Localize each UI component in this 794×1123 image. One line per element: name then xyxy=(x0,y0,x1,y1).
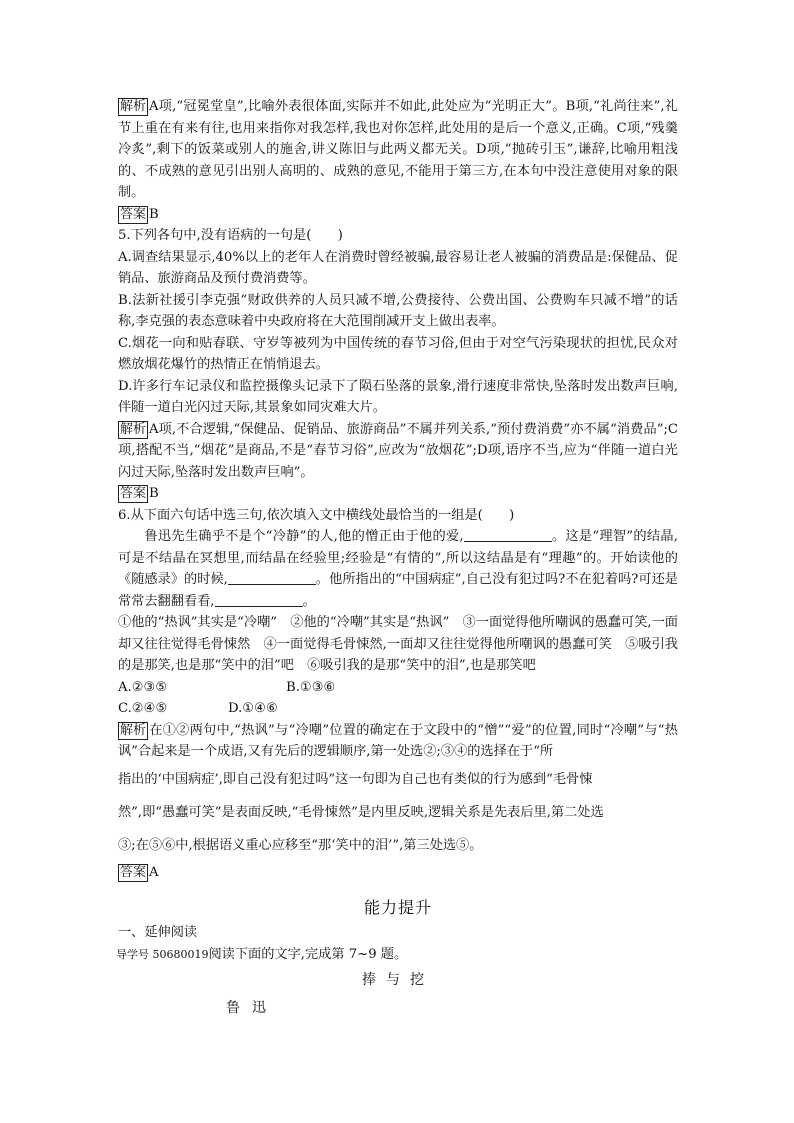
blank-1 xyxy=(464,527,552,542)
q5-option-c: C.烟花一向和贴春联、守岁等被列为中国传统的春节习俗,但由于对空气污染现状的担忧,民众对燃放烟花爆竹的热情正在悄悄退去。 xyxy=(118,335,678,372)
q5-option-b: B.法新社援引李克强“财政供养的人员只减不增,公费接待、公费出国、公费购车只减不增”的话称,李克强的表态意味着中央政府将在大范围削减开支上做出表率。 xyxy=(118,292,678,329)
q5-analysis xyxy=(118,419,678,484)
q6-passage-part-4: 。 xyxy=(302,593,316,609)
blank-2 xyxy=(228,570,316,585)
q6-answer xyxy=(118,862,678,884)
q6-passage-part-1: 鲁迅先生确乎不是个“冷静”的人,他的憎正由于他的爱, xyxy=(144,529,464,544)
q6-analysis-3: 然”,即“愚蠢可笑”是表面反映,“毛骨悚然”是内里反映,逻辑关系是先表后里,第二处选 xyxy=(118,804,604,820)
q6-stem: 6.从下面六句话中选三句,依次填入文中横线处最恰当的一组是( ) xyxy=(118,507,515,523)
q6-analysis-4: ③;在⑤⑥中,根据语义重心应移至“那‘笑中的泪’”,第三处选⑤。 xyxy=(118,837,483,853)
instruction-text: 阅读下面的文字,完成第 7~9 题。 xyxy=(208,946,408,962)
q6-choices: ①他的“热讽”其实是“冷嘲” ②他的“冷嘲”其实是“热讽” ③一面觉得他所嘲讽的愚蠢可笑,一面却又往往觉得毛骨悚然 ④一面觉得毛骨悚然,一面却又往往觉得他所嘲讽的愚蠢可笑 ⑤吸引我的是那笑,也是那“笑中的泪”吧 ⑥吸引我的是那“笑中的泪”,也是那笑吧 xyxy=(118,615,678,673)
q6-answer-text: A xyxy=(149,864,159,880)
analysis-tag: 解析 xyxy=(120,421,147,437)
section-title: 能力提升 xyxy=(363,898,432,917)
q5-option-a: A.调查结果显示,40%以上的老年人在消费时曾经被骗,最容易让老人被骗的消费品是:保健品、促销品、旅游商品及预付费消费等。 xyxy=(118,249,678,286)
q6-options-row-1 xyxy=(118,677,678,699)
guide-number: 导学号 50680019 xyxy=(116,947,209,961)
q6-option-b: B.①③⑥ xyxy=(286,679,336,695)
document-page xyxy=(118,96,678,1017)
article-title: 捧与挖 xyxy=(362,972,434,988)
q6-option-c: C.②④⑤ xyxy=(118,701,168,716)
q4-answer-text: B xyxy=(149,206,159,222)
q6-passage-part-2: 。这是“理智”的结晶,可是不结晶在冥想里,而结晶在经验里;经验是“有情的”,所以这结晶是有“理趣”的。开始读他的《随感录》的时候, xyxy=(118,529,678,587)
answer-tag: 答案 xyxy=(120,864,147,880)
q4-analysis xyxy=(118,96,678,204)
q4-answer xyxy=(118,204,678,226)
article-author: 鲁迅 xyxy=(226,1000,278,1016)
blank-3 xyxy=(215,592,303,607)
section-part: 一、延伸阅读 xyxy=(118,925,198,940)
q4-analysis-text: A项,“冠冕堂皇”,比喻外表很体面,实际并不如此,此处应为“光明正大”。B项,“礼尚往来”,礼节上重在有来有往,也用来指你对我怎样,我也对你怎样,此处用的是后一个意义,正确。C项,“残羹冷炙”,剩下的饭菜或别人的施舍,讲义陈旧与此两义都无关。D项,“抛砖引玉”,谦辞,比喻用粗浅的、不成熟的意见引出别人高明的、成熟的意见,不能用于第三方,在本句中没注意使用对象的限制。 xyxy=(118,99,678,200)
q6-analysis-1 xyxy=(118,720,678,763)
q6-option-d: D.①④⑥ xyxy=(228,701,278,716)
reading-instruction xyxy=(116,944,678,966)
answer-tag: 答案 xyxy=(120,486,147,501)
q6-passage-part-3: 。他所指出的“中国病症”,自己没有犯过吗?不在犯着吗?可还是常常去翻翻看看, xyxy=(118,572,678,609)
analysis-tag: 解析 xyxy=(120,99,147,114)
q5-answer xyxy=(118,483,678,505)
q6-option-a: A.②③⑤ xyxy=(118,679,168,695)
q5-option-d: D.许多行车记录仪和监控摄像头记录下了陨石坠落的景象,滑行速度非常快,坠落时发出数声巨响,伴随一道白光闪过天际,其景象如同灾难大片。 xyxy=(118,378,678,415)
analysis-tag: 解析 xyxy=(120,722,147,738)
q5-answer-text: B xyxy=(149,486,159,501)
answer-tag: 答案 xyxy=(120,206,147,222)
q6-passage xyxy=(118,526,678,612)
q6-options-row-2 xyxy=(118,698,678,720)
q5-stem: 5.下列各句中,没有语病的一句是( ) xyxy=(118,228,343,243)
q6-analysis-2: 指出的‘中国病症’,即自己没有犯过吗”这一句即为自己也有类似的行为感到“毛骨悚 xyxy=(118,771,593,787)
q5-analysis-text: A项,不合逻辑,“保健品、促销品、旅游商品”不属并列关系,“预付费消费”亦不属“消费品”;C项,搭配不当,“烟花”是商品,不是“春节习俗”,应改为“放烟花”;D项,语序不当,应为“伴随一道白光闪过天际,坠落时发出数声巨响”。 xyxy=(118,421,678,480)
q6-analysis-text-1: 在①②两句中,“热讽”与“冷嘲”位置的确定在于文段中的“憎”“爱”的位置,同时“冷嘲”与“热讽”合起来是一个成语,又有先后的逻辑顺序,第一处选②;③④的选择在于“所 xyxy=(118,722,678,759)
